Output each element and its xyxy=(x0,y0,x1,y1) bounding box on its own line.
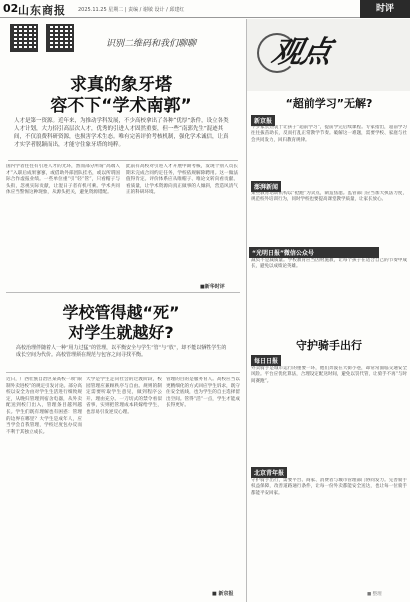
banner-title: 观点 xyxy=(268,35,334,70)
article2-title-line1: 学校管得越“死” xyxy=(62,303,180,322)
column-end-mark: ■ 整理 xyxy=(367,592,382,597)
source-body: 外卖骑手是城市运行的重要一环，他们奔波在大街小巷，却常常面临交通安全风险。平台应优化算法，合理设定配送时间，避免以罚代管，让骑手不再“与时间赛跑”。 xyxy=(251,366,407,384)
article-byline: ■新华时评 xyxy=(200,284,225,290)
issue-meta: 2025.11.25 星期二 | 责编 / 谢敏 设计 / 邱建红 xyxy=(78,7,185,13)
page-header xyxy=(0,0,410,18)
column-article-title: “超前学习”无解? xyxy=(285,97,373,110)
source-tag: 澎湃新闻 xyxy=(251,181,281,192)
page-number: 02 xyxy=(3,2,19,15)
qr-code-icon[interactable] xyxy=(46,24,74,52)
qr-code-icon[interactable] xyxy=(10,24,38,52)
source-body: 某些教育培训机构以“抢跑”为卖点，制造焦虑。监管部门应当加大执法力度，规范校外培训行为，同时学校也要提高课堂教学质量，让家长放心。 xyxy=(251,191,407,203)
source-tag: 北京青年报 xyxy=(251,467,287,478)
divider xyxy=(6,372,240,373)
article-title-line2: 容不下“学术南郭” xyxy=(50,96,192,116)
divider xyxy=(6,292,240,293)
source-body: 减负不是减质量。学校教育应当因材施教，让每个孩子在适合自己的节奏中成长，避免以成绩论英雄。 xyxy=(251,258,407,270)
right-column xyxy=(246,19,410,602)
source-body: 不少家长热衷于让孩子“超前学习”，提前学完后续课程。专家指出，超前学习往往拔苗助长，反而打乱正常教学节奏。破解这一难题，需要学校、家庭与社会共同发力，回归教育规律。 xyxy=(251,125,407,143)
article-title-line1: 求真的象牙塔 xyxy=(70,75,172,95)
paper-name: 山东商报 xyxy=(18,4,66,17)
source-body: 守护骑手出行，需要平台、商家、消费者与城市管理部门协同发力。完善骑手权益保障，改善道路通行条件，让每一份外卖都能安全送达，也让每一位骑手都能平安回家。 xyxy=(251,478,407,496)
scan-slogan: 识别二维码和我们聊聊 xyxy=(106,39,197,49)
column-article2-title: 守护骑手出行 xyxy=(296,339,362,352)
source-tag: 新京报 xyxy=(251,115,275,126)
article2-lead: 高校治理伴随着人一种“用力过猛”的管理，以平衡安全与学生“管”与“放”，却不能以牺牲学生的成长空间为代价。高校管理须在规范与包容之间寻找平衡。 xyxy=(16,345,227,358)
article2-body-left: 近日，广西壮族自治区某高校一项“限制外卖进校”的规定引发讨论。部分高校以安全为由对学生生活进行细致规定，从晚归管理到宿舍电器，从外卖配送到校门出入，管理条目越列越长。学生们既有理解也有困惑：管理的边界在哪里？大学生是成年人，应当学会自我管理，学校过度包办反而不利于其独立成长。 xyxy=(6,377,82,435)
article-lead: 人才是第一资源。近年来，为推动学科发展，不少高校拿出了各种“优厚”条件，设立各类人才计划，大力招引高层次人才，优秀的引进人才固然重要，但一些“南郭先生”混迹其间，不仅浪费科研资源，也损害学术生态。唯有完善评价考核机制，强化学术诚信，让真才实学者脱颖而出，才能守住象牙塔的纯粹。 xyxy=(14,118,229,148)
article2-body-right: 管理的目的是服务育人。高校应当以更精细化的方式回应学生诉求，既守住安全底线，也为学生的自主选择留出空间。管得“活”一点，学生才能成长得更好。 xyxy=(166,377,240,409)
article-body-left: 国内学者往往有引进人才的光环，然而部分所谓“高端人才”入职后成果寥寥，或借助外部团队挂名，或以所谓国际合作虚报业绩。一些单位重“引”轻“管”，只看帽子与头衔，忽视实际贡献，让混日子者有机可乘。学术共同体应当警惕这种现象，从源头把关，避免资源错配。 xyxy=(6,164,120,196)
article2-byline: ■ 新京报 xyxy=(212,591,234,597)
divider xyxy=(8,160,238,161)
column-banner xyxy=(247,19,410,91)
source-tag: 每日日报 xyxy=(251,355,281,366)
article2-body-mid: 大学是学生走向社会的过渡阶段，校园管理应兼顾秩序与自由。规则的制定需要听取学生意见，做到程序公开、理由充分。一刀切式的禁令看似省事，实则把管理成本转嫁给学生，也容易引发逆反心理。 xyxy=(86,377,162,415)
source-tag: “光明日报”微信公众号 xyxy=(249,247,379,258)
article-body-right: 此前有高校对引进人才开展中期考核，发现个别人员长期未完成合同约定任务，学校依规解除聘用。这一做法值得肯定。评价体系应从唯帽子、唯论文转向看贡献、看质量，让学术资源向真正做事的人倾斜，营造风清气正的科研环境。 xyxy=(126,164,238,196)
section-label: 时评 xyxy=(360,0,410,18)
article2-title-line2: 对学生就越好? xyxy=(68,323,174,342)
